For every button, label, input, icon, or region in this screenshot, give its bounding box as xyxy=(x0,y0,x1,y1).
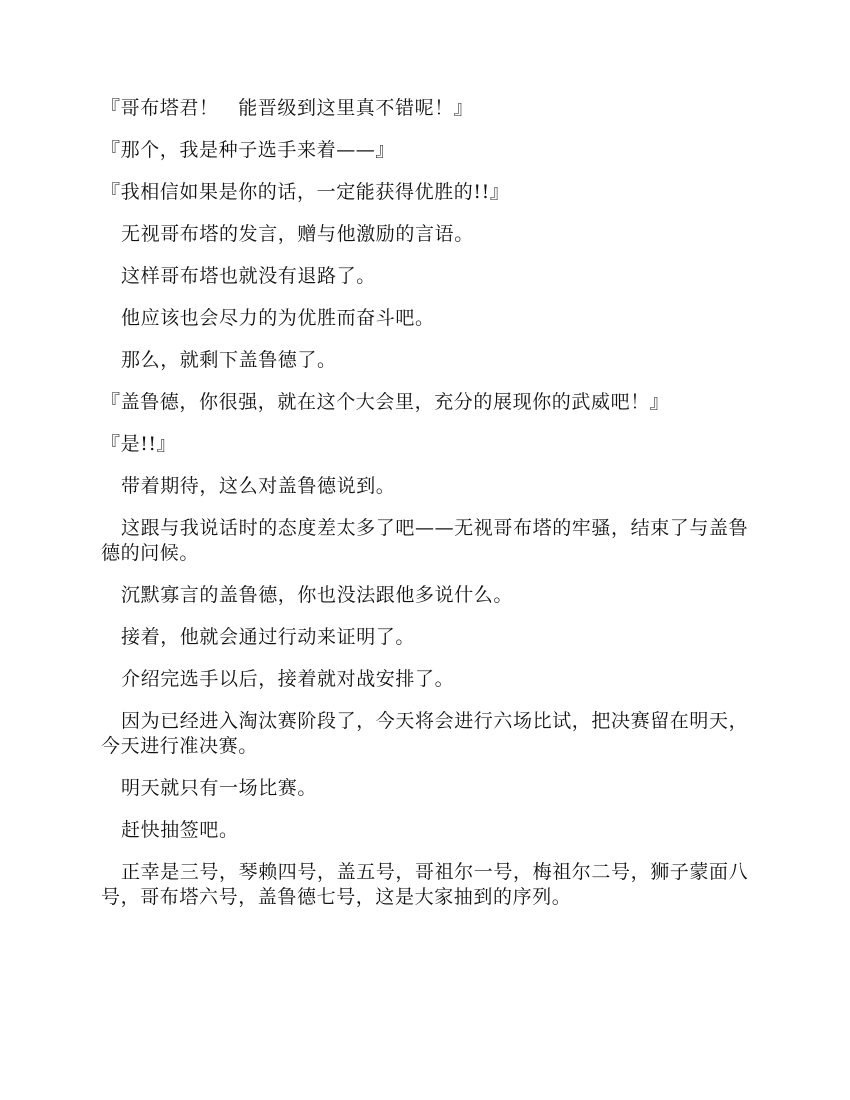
narration-paragraph: 正幸是三号，琴赖四号，盖五号，哥祖尔一号，梅祖尔二号，狮子蒙面八号，哥布塔六号，盖鲁德七号，这是大家抽到的序列。 xyxy=(101,861,749,908)
narration-paragraph: 介绍完选手以后，接着就对战安排了。 xyxy=(121,668,455,690)
dialogue-line: 『盖鲁德，你很强，就在这个大会里，充分的展现你的武威吧！』 xyxy=(101,391,670,413)
narration-paragraph: 赶快抽签吧。 xyxy=(121,819,239,841)
narration-paragraph: 接着，他就会通过行动来证明了。 xyxy=(121,626,416,648)
narration-paragraph: 无视哥布塔的发言，赠与他激励的言语。 xyxy=(121,223,474,245)
dialogue-line: 『那个，我是种子选手来着——』 xyxy=(101,139,396,161)
document-body xyxy=(101,96,751,927)
narration-paragraph: 沉默寡言的盖鲁德，你也没法跟他多说什么。 xyxy=(121,584,514,606)
dialogue-line: 『是!!』 xyxy=(101,433,177,455)
narration-paragraph: 他应该也会尽力的为优胜而奋斗吧。 xyxy=(121,307,435,329)
narration-paragraph: 因为已经进入淘汰赛阶段了，今天将会进行六场比试，把决赛留在明天，今天进行准决赛。 xyxy=(101,710,749,757)
dialogue-line: 『我相信如果是你的话，一定能获得优胜的!!』 xyxy=(101,181,510,203)
narration-paragraph: 这样哥布塔也就没有退路了。 xyxy=(121,265,376,287)
narration-paragraph: 明天就只有一场比赛。 xyxy=(121,777,318,799)
narration-paragraph: 那么，就剩下盖鲁德了。 xyxy=(121,349,337,371)
narration-paragraph: 这跟与我说话时的态度差太多了吧——无视哥布塔的牢骚，结束了与盖鲁德的问候。 xyxy=(101,517,749,564)
narration-paragraph: 带着期待，这么对盖鲁德说到。 xyxy=(121,475,396,497)
dialogue-line: 『哥布塔君！ 能晋级到这里真不错呢！』 xyxy=(101,97,474,119)
